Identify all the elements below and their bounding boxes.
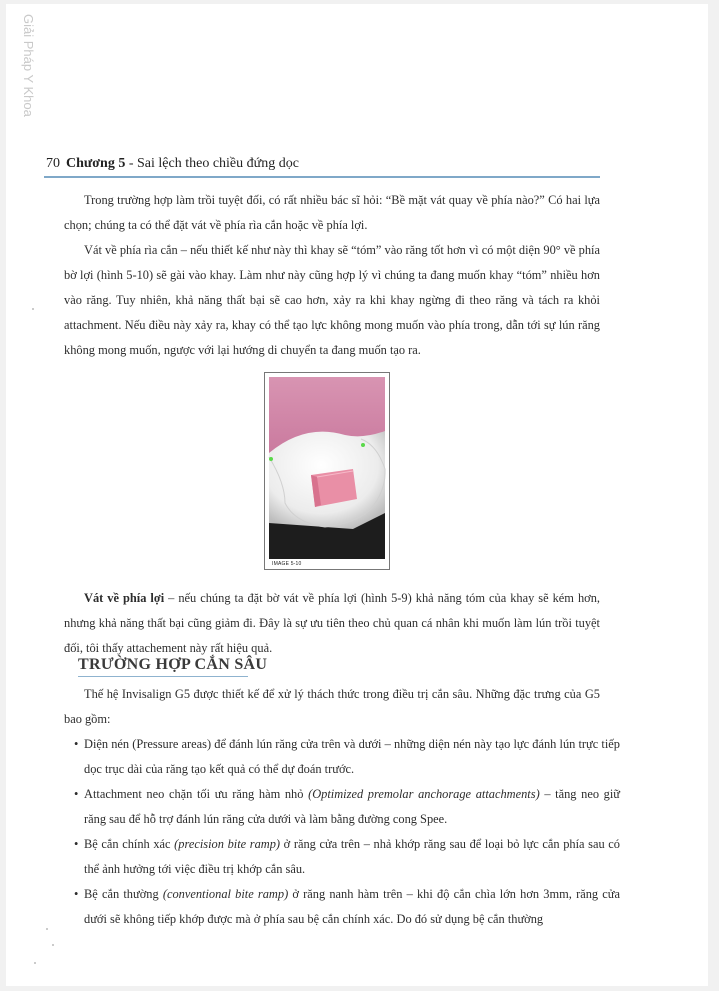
bold-lead: Vát về phía lợi bbox=[84, 591, 165, 605]
scan-speck bbox=[34, 962, 36, 964]
page-number: 70 bbox=[46, 156, 60, 171]
bullet-item-1 bbox=[64, 732, 620, 782]
bullet-emphasis: (precision bite ramp) bbox=[174, 837, 281, 851]
running-head bbox=[46, 156, 299, 172]
bullet-emphasis: (Optimized premolar anchorage attachments) bbox=[308, 787, 540, 801]
bullet-text: Attachment neo chặn tối ưu răng hàm nhỏ bbox=[84, 787, 309, 801]
figure-5-10 bbox=[264, 372, 390, 570]
header-separator: - bbox=[125, 156, 138, 171]
watermark-text: Giải Pháp Y Khoa bbox=[21, 14, 36, 117]
tooth-illustration bbox=[265, 373, 389, 569]
section-heading-underline bbox=[78, 676, 248, 677]
chapter-label: Chương 5 bbox=[66, 156, 126, 171]
scan-speck bbox=[46, 928, 48, 930]
intro-paragraph: Thế hệ Invisalign G5 được thiết kế để xử lý thách thức trong điều trị cắn sâu. Những đặc trưng của G5 bao gồm: bbox=[64, 687, 600, 726]
paragraph-after-figure bbox=[64, 586, 600, 661]
watermark bbox=[13, 12, 43, 132]
bullet-dot: • bbox=[74, 737, 79, 751]
bullet-dot: • bbox=[74, 837, 79, 851]
bullet-text: Diện nén (Pressure areas) để đánh lún răng cửa trên và dưới – những diện nén này tạo lực đánh lún trực tiếp dọc trục dài của răng tạo kết quả có thể dự đoán trước. bbox=[84, 737, 620, 776]
chapter-title: Sai lệch theo chiều đứng dọc bbox=[137, 156, 299, 171]
bullet-text-end: ở răng cửa trên – nhả khớp răng sau để loại bỏ lực cắn phía sau có thể ảnh hưởng tới việc điều trị khớp cắn sâu. bbox=[84, 837, 620, 876]
bullet-item-2 bbox=[64, 782, 620, 832]
book-page bbox=[6, 4, 708, 986]
paragraph-2: Vát về phía rìa cắn – nếu thiết kế như này thì khay sẽ “tóm” vào răng tốt hơn vì có một diện 90° về phía bờ lợi (hình 5-10) sẽ gài vào khay. Làm như này cũng hợp lý vì chúng ta đang muốn khay “tóm” nhiều hơn vào răng. Tuy nhiên, khả năng thất bại sẽ cao hơn, xảy ra khi khay ngừng đi theo răng và tách ra khỏi attachment. Nếu điều này xảy ra, khay có thể tạo lực không mong muốn vào phía trong, dẫn tới sự lún răng không mong muốn, ngược với lại hướng di chuyển ta đang muốn tạo ra. bbox=[64, 243, 600, 357]
bullet-item-3 bbox=[64, 832, 620, 882]
bullet-text-end: ở răng nanh hàm trên – khi độ cắn chìa lớn hơn 3mm, răng cửa dưới sẽ không tiếp khớp được mà ở phía sau bệ cắn chính xác. Do đó sử dụng bệ cắn thường bbox=[84, 887, 620, 926]
bullet-text: Bệ cắn thường bbox=[84, 887, 163, 901]
paragraph-1: Trong trường hợp làm trồi tuyệt đối, có rất nhiều bác sĩ hỏi: “Bề mặt vát quay về phía nào?” Có hai lựa chọn; chúng ta có thể đặt vát về phía rìa cắn hoặc về phía lợi. bbox=[64, 193, 600, 232]
scan-speck bbox=[52, 944, 54, 946]
header-rule bbox=[44, 176, 600, 178]
bullet-emphasis: (conventional bite ramp) bbox=[162, 887, 289, 901]
scan-speck bbox=[32, 308, 34, 310]
figure-caption: IMAGE 5-10 bbox=[272, 561, 302, 567]
bullet-text: Bệ cắn chính xác bbox=[84, 837, 175, 851]
bullet-dot: • bbox=[74, 887, 79, 901]
section-heading: TRƯỜNG HỢP CẮN SÂU bbox=[78, 656, 268, 673]
bullet-dot: • bbox=[74, 787, 79, 801]
after-figure-text: – nếu chúng ta đặt bờ vát về phía lợi (hình 5-9) khả năng tóm của khay sẽ kém hơn, nhưng khả năng thất bại cũng giảm đi. Đây là sự ưu tiên theo chủ quan cá nhân khi muốn làm lún trồi tuyệt đối, tôi thấy attachement này rất hiệu quả. bbox=[64, 591, 600, 655]
bullet-text-end: – tăng neo giữ răng sau để hỗ trợ đánh lún răng cửa dưới và làm bằng đường cong Spee. bbox=[84, 787, 621, 826]
bullet-item-4 bbox=[64, 882, 620, 932]
